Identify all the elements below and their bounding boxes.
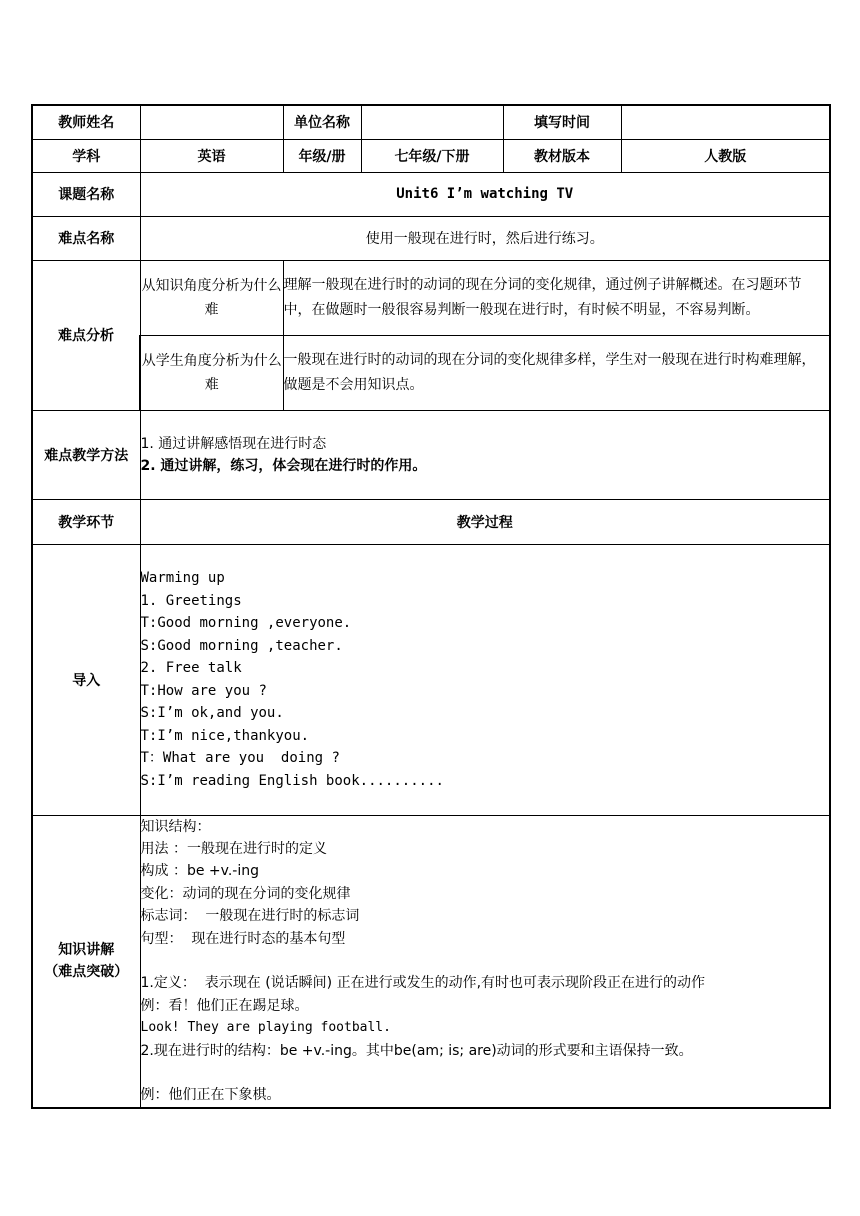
intro-line: T:How are you ? (140, 682, 267, 699)
knowledge-label (32, 815, 140, 1108)
student-angle-label: 从学生角度分析为什么难 (140, 335, 283, 410)
intro-line: S:Good morning ,teacher. (140, 637, 343, 654)
subject-row (32, 139, 830, 172)
knowledge-line (141, 1062, 830, 1084)
difficulty-label: 难点名称 (32, 216, 140, 260)
subject-value: 英语 (140, 139, 283, 172)
knowledge-line: 2.现在进行时的结构：be +v.-ing。其中be(am; is; are)动词的形式要和主语保持一致。 (140, 1042, 693, 1059)
difficulty-row (32, 216, 830, 260)
teacher-name-field[interactable] (140, 105, 283, 139)
difficulty-value: 使用一般现在进行时，然后进行练习。 (140, 216, 830, 260)
intro-line: S:I’m reading English book.......... (140, 772, 444, 789)
subject-label: 学科 (32, 139, 140, 172)
knowledge-line: 用法 ：一般现在进行时的定义 (140, 841, 327, 858)
knowledge-angle-text: 理解一般现在进行时的动词的现在分词的变化规律，通过例子讲解概述。在习题环节中，在做题时一般很容易判断一般现在进行时，有时候不明显，不容易判断。 (283, 260, 830, 335)
stage-header: 教学环节 (32, 499, 140, 544)
knowledge-angle-label: 从知识角度分析为什么难 (140, 260, 283, 335)
analysis-student-row (32, 335, 830, 410)
knowledge-line: 例：他们正在下象棋。 (140, 1087, 281, 1104)
unit-name-field[interactable] (361, 105, 503, 139)
knowledge-content (140, 815, 830, 1108)
knowledge-line: 1.定义： 表示现在 (说话瞬间) 正在进行或发生的动作,有时也可表示现阶段正在进行的动作 (140, 975, 706, 992)
knowledge-line (141, 950, 830, 972)
intro-line: 1. Greetings (140, 592, 242, 609)
lesson-plan-table (31, 104, 831, 1109)
intro-line: Warming up (140, 570, 225, 586)
knowledge-label-line2: （难点突破） (44, 964, 129, 981)
method-list (140, 410, 830, 499)
method-label: 难点教学方法 (32, 410, 140, 499)
intro-line: T：What are you doing ? (140, 750, 340, 766)
knowledge-line: 句型： 现在进行时态的基本句型 (140, 930, 346, 947)
intro-line: T:I’m nice,thankyou. (140, 727, 310, 744)
student-angle-text: 一般现在进行时的动词的现在分词的变化规律多样，学生对一般现在进行时构难理解，做题是不会用知识点。 (283, 335, 830, 410)
analysis-knowledge-row (32, 260, 830, 335)
grade-label: 年级/册 (283, 139, 361, 172)
fill-time-label: 填写时间 (503, 105, 621, 139)
knowledge-line: 构成 ：be +v.-ing (140, 863, 259, 880)
method-item: 2. 通过讲解，练习，体会现在进行时的作用。 (140, 457, 427, 474)
intro-line: T:Good morning ,everyone. (140, 615, 352, 631)
knowledge-row (32, 815, 830, 1108)
intro-label: 导入 (32, 544, 140, 815)
intro-line: S:I’m ok,and you. (140, 705, 284, 721)
topic-value: Unit6 I’m watching TV (140, 172, 830, 216)
intro-line: 2. Free talk (140, 660, 242, 676)
process-header-row (32, 499, 830, 544)
fill-time-field[interactable] (621, 105, 830, 139)
analysis-label: 难点分析 (32, 260, 140, 410)
header-row (32, 105, 830, 139)
knowledge-line: 变化：动词的现在分词的变化规律 (140, 885, 351, 902)
intro-row (32, 544, 830, 815)
method-row (32, 410, 830, 499)
knowledge-line: 例：看！他们正在踢足球。 (140, 997, 309, 1014)
method-item: 1. 通过讲解感悟现在进行时态 (140, 435, 327, 452)
intro-content (140, 544, 830, 815)
process-header: 教学过程 (140, 499, 830, 544)
knowledge-line: Look! They are playing football. (140, 1020, 391, 1036)
grade-value: 七年级/下册 (361, 139, 503, 172)
unit-name-label: 单位名称 (283, 105, 361, 139)
edition-label: 教材版本 (503, 139, 621, 172)
knowledge-label-line1: 知识讲解 (58, 942, 115, 959)
topic-label: 课题名称 (32, 172, 140, 216)
knowledge-line: 标志词： 一般现在进行时的标志词 (140, 908, 360, 925)
topic-row (32, 172, 830, 216)
edition-value: 人教版 (621, 139, 830, 172)
teacher-name-label: 教师姓名 (32, 105, 140, 139)
knowledge-line: 知识结构： (140, 818, 211, 835)
